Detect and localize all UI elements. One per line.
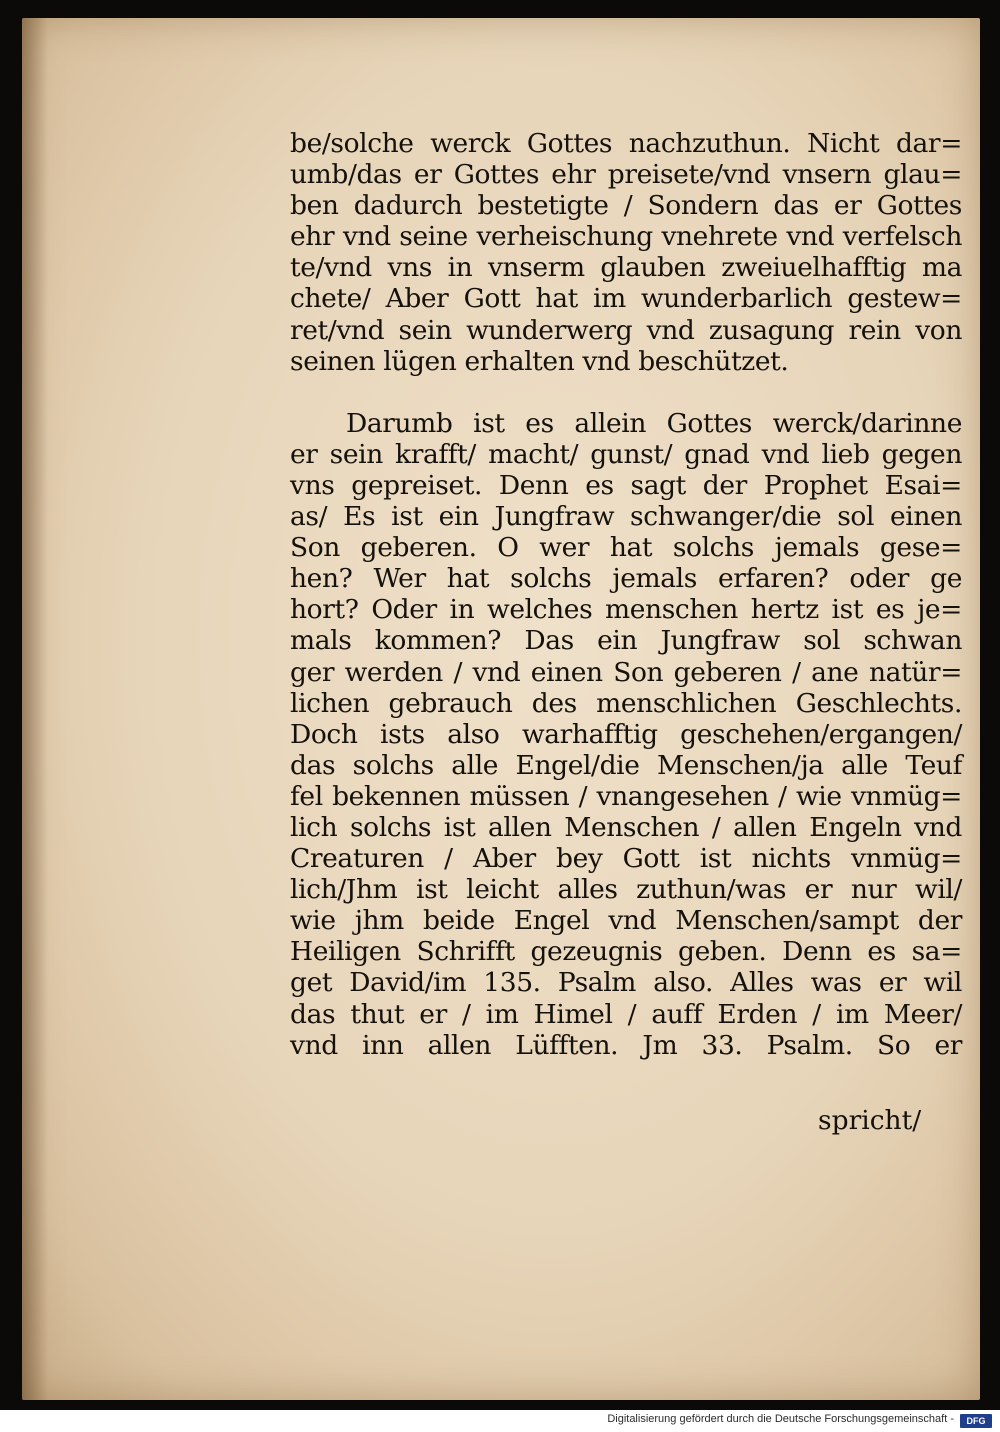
text-line: hort? Oder in welches menschen hertz ist es je= xyxy=(290,594,962,626)
page-gutter-shadow xyxy=(22,18,48,1400)
page-text xyxy=(290,128,962,1061)
text-line: er sein krafft/ macht/ gunst/ gnad vnd lieb gegen xyxy=(290,438,962,470)
text-line: vns gepreiset. Denn es sagt der Prophet Esai= xyxy=(290,469,962,501)
text-line: ehr vnd seine verheischung vnehrete vnd verfelsch xyxy=(290,221,962,253)
text-line: wie jhm beide Engel vnd Menschen/sampt der xyxy=(290,905,962,937)
text-line: lich solchs ist allen Menschen / allen Engeln vnd xyxy=(290,811,962,843)
text-line: vnd inn allen Lüfften. Jm 33. Psalm. So er xyxy=(290,1029,962,1061)
catchword: spricht/ xyxy=(818,1105,922,1136)
text-line: lichen gebrauch des menschlichen Geschlechts. xyxy=(290,687,962,719)
text-line: Darumb ist es allein Gottes werck/darinne xyxy=(346,407,962,439)
text-line: fel bekennen müssen / vnangesehen / wie vnmüg= xyxy=(290,780,962,812)
text-line: te/vnd vns in vnserm glauben zweiuelhafftig ma xyxy=(290,252,962,284)
text-line: das solchs alle Engel/die Menschen/ja alle Teuf xyxy=(290,749,962,781)
text-line: as/ Es ist ein Jungfraw schwanger/die sol einen xyxy=(290,501,962,533)
funding-credit: Digitalisierung gefördert durch die Deutsche Forschungsgemeinschaft - xyxy=(607,1413,954,1425)
dfg-logo-icon: DFG xyxy=(960,1414,992,1428)
text-line: seinen lügen erhalten vnd beschützet. xyxy=(290,345,789,377)
text-line: lich/Jhm ist leicht alles zuthun/was er nur wil/ xyxy=(290,874,962,906)
text-line: get David/im 135. Psalm also. Alles was er wil xyxy=(290,967,962,999)
text-line: umb/das er Gottes ehr preisete/vnd vnsern glau= xyxy=(290,159,962,191)
text-line: Heiligen Schrifft gezeugnis geben. Denn es sa= xyxy=(290,936,962,968)
text-line: ben dadurch bestetigte / Sondern das er Gottes xyxy=(290,190,962,222)
text-line: Doch ists also warhafftig geschehen/ergangen/ xyxy=(290,718,962,750)
footer-bar xyxy=(0,1410,1000,1432)
paragraph-gap xyxy=(290,377,962,408)
text-line: be/solche werck Gottes nachzuthun. Nicht dar= xyxy=(290,128,962,159)
text-line: das thut er / im Himel / auff Erden / im Meer/ xyxy=(290,998,962,1030)
text-line: ret/vnd sein wunderwerg vnd zusagung rein von xyxy=(290,314,962,346)
text-line: Son geberen. O wer hat solchs jemals gese= xyxy=(290,532,962,564)
text-line: mals kommen? Das ein Jungfraw sol schwan xyxy=(290,625,962,657)
text-line: chete/ Aber Gott hat im wunderbarlich gestew= xyxy=(290,283,962,315)
text-line: hen? Wer hat solchs jemals erfaren? oder ge xyxy=(290,563,962,595)
text-line: ger werden / vnd einen Son geberen / ane natür= xyxy=(290,656,962,688)
text-line: Creaturen / Aber bey Gott ist nichts vnmüg= xyxy=(290,843,962,875)
